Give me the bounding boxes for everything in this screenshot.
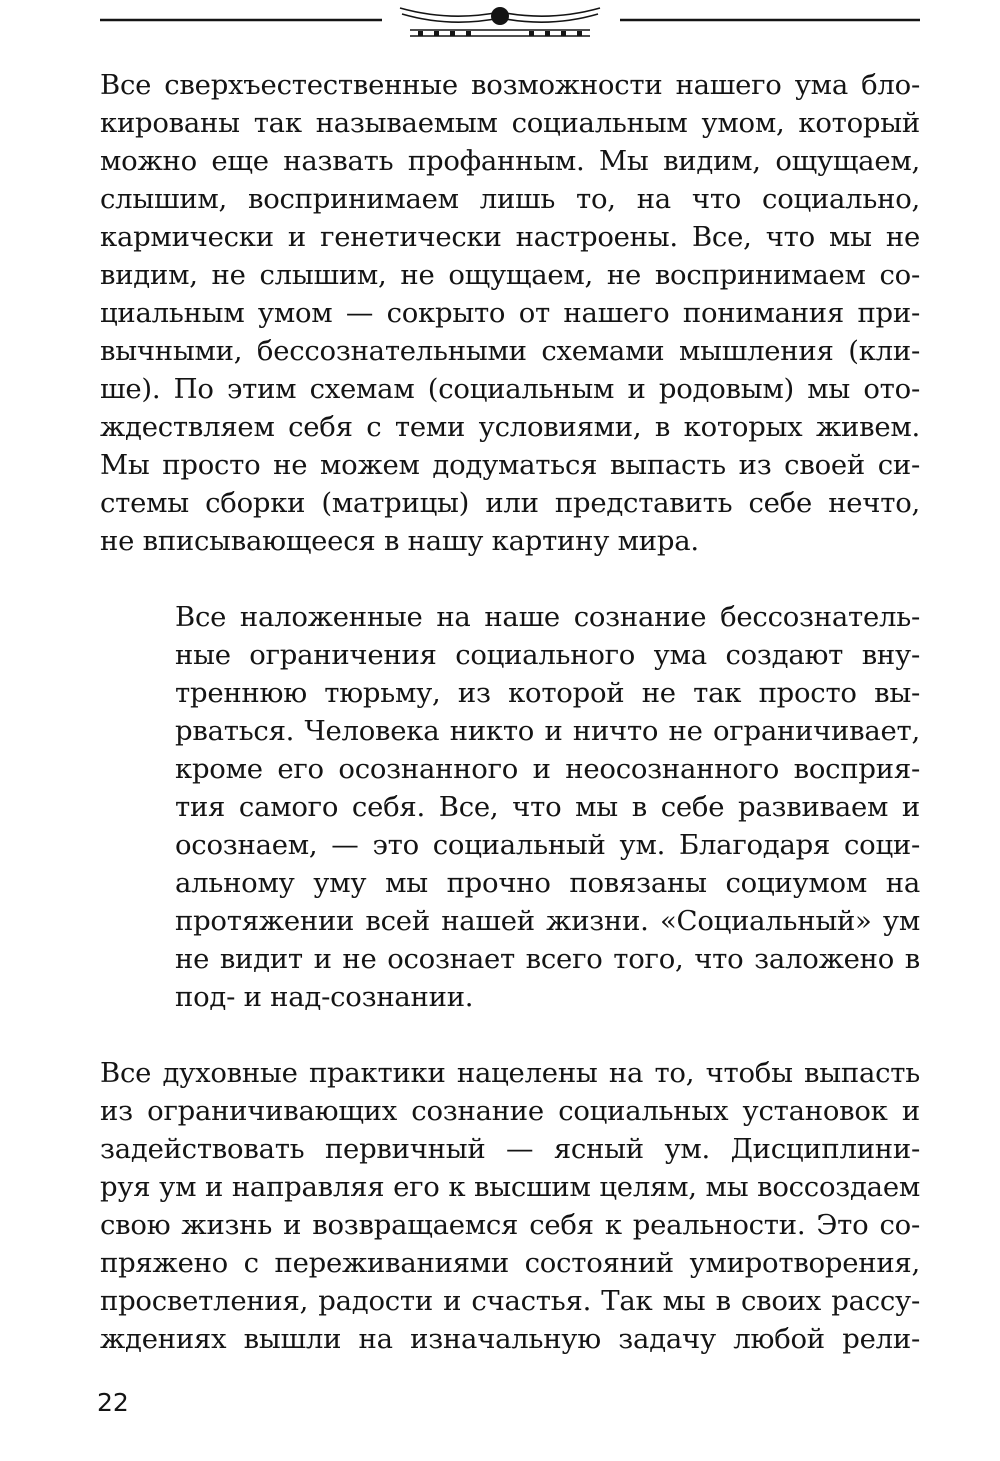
text-line: можно еще назвать профанным. Мы видим, ощущаем, (100, 145, 920, 177)
page-number: 22 (97, 1388, 129, 1417)
text-line: кированы так называемым социальным умом, который (100, 107, 920, 139)
text-line: Все сверхъестественные возможности нашего ума бло- (100, 69, 920, 101)
header-ornament (100, 0, 920, 48)
text-line: под- и над-сознании. (175, 981, 474, 1013)
text-line: тия самого себя. Все, что мы в себе развиваем и (175, 791, 920, 823)
text-line: просветления, радости и счастья. Так мы в своих рассу- (100, 1285, 920, 1317)
text-line: рваться. Человека никто и ничто не ограничивает, (175, 715, 920, 747)
text-line: протяжении всей нашей жизни. «Социальный» ум (175, 905, 920, 937)
text-line: Мы просто не можем додуматься выпасть из своей си- (100, 449, 920, 481)
text-line: пряжено с переживаниями состояний умиротворения, (100, 1247, 920, 1279)
text-line: кармически и генетически настроены. Все, что мы не (100, 221, 920, 253)
text-line: свою жизнь и возвращаемся себя к реальности. Это со- (100, 1209, 920, 1241)
text-line: Все духовные практики нацелены на то, чтобы выпасть (100, 1057, 920, 1089)
text-line: циальным умом — сокрыто от нашего понимания при- (100, 297, 920, 329)
text-line: альному уму мы прочно повязаны социумом на (175, 867, 920, 899)
text-line: ждествляем себя с теми условиями, в которых живем. (100, 411, 920, 443)
text-line: видим, не слышим, не ощущаем, не воспринимаем со- (100, 259, 920, 291)
text-line: вычными, бессознательными схемами мышления (кли- (100, 335, 920, 367)
text-line: не видит и не осознает всего того, что заложено в (175, 943, 920, 975)
text-line: слышим, воспринимаем лишь то, на что социально, (100, 183, 920, 215)
text-line: стемы сборки (матрицы) или представить себе нечто, (100, 487, 920, 519)
text-line: не вписывающееся в нашу картину мира. (100, 525, 699, 557)
text-line: Все наложенные на наше сознание бессознатель- (175, 601, 920, 633)
text-line: ждениях вышли на изначальную задачу любой рели- (100, 1323, 920, 1355)
text-line: ше). По этим схемам (социальным и родовым) мы ото- (100, 373, 920, 405)
text-line: ные ограничения социального ума создают вну- (175, 639, 920, 671)
text-line: осознаем, — это социальный ум. Благодаря соци- (175, 829, 920, 861)
text-line: задействовать первичный — ясный ум. Дисциплини- (100, 1133, 920, 1165)
text-line: руя ум и направляя его к высшим целям, мы воссоздаем (100, 1171, 920, 1203)
text-line: треннюю тюрьму, из которой не так просто вы- (175, 677, 920, 709)
text-line: кроме его осознанного и неосознанного восприя- (175, 753, 920, 785)
text-line: из ограничивающих сознание социальных установок и (100, 1095, 920, 1127)
winged-sun-icon (100, 0, 920, 48)
